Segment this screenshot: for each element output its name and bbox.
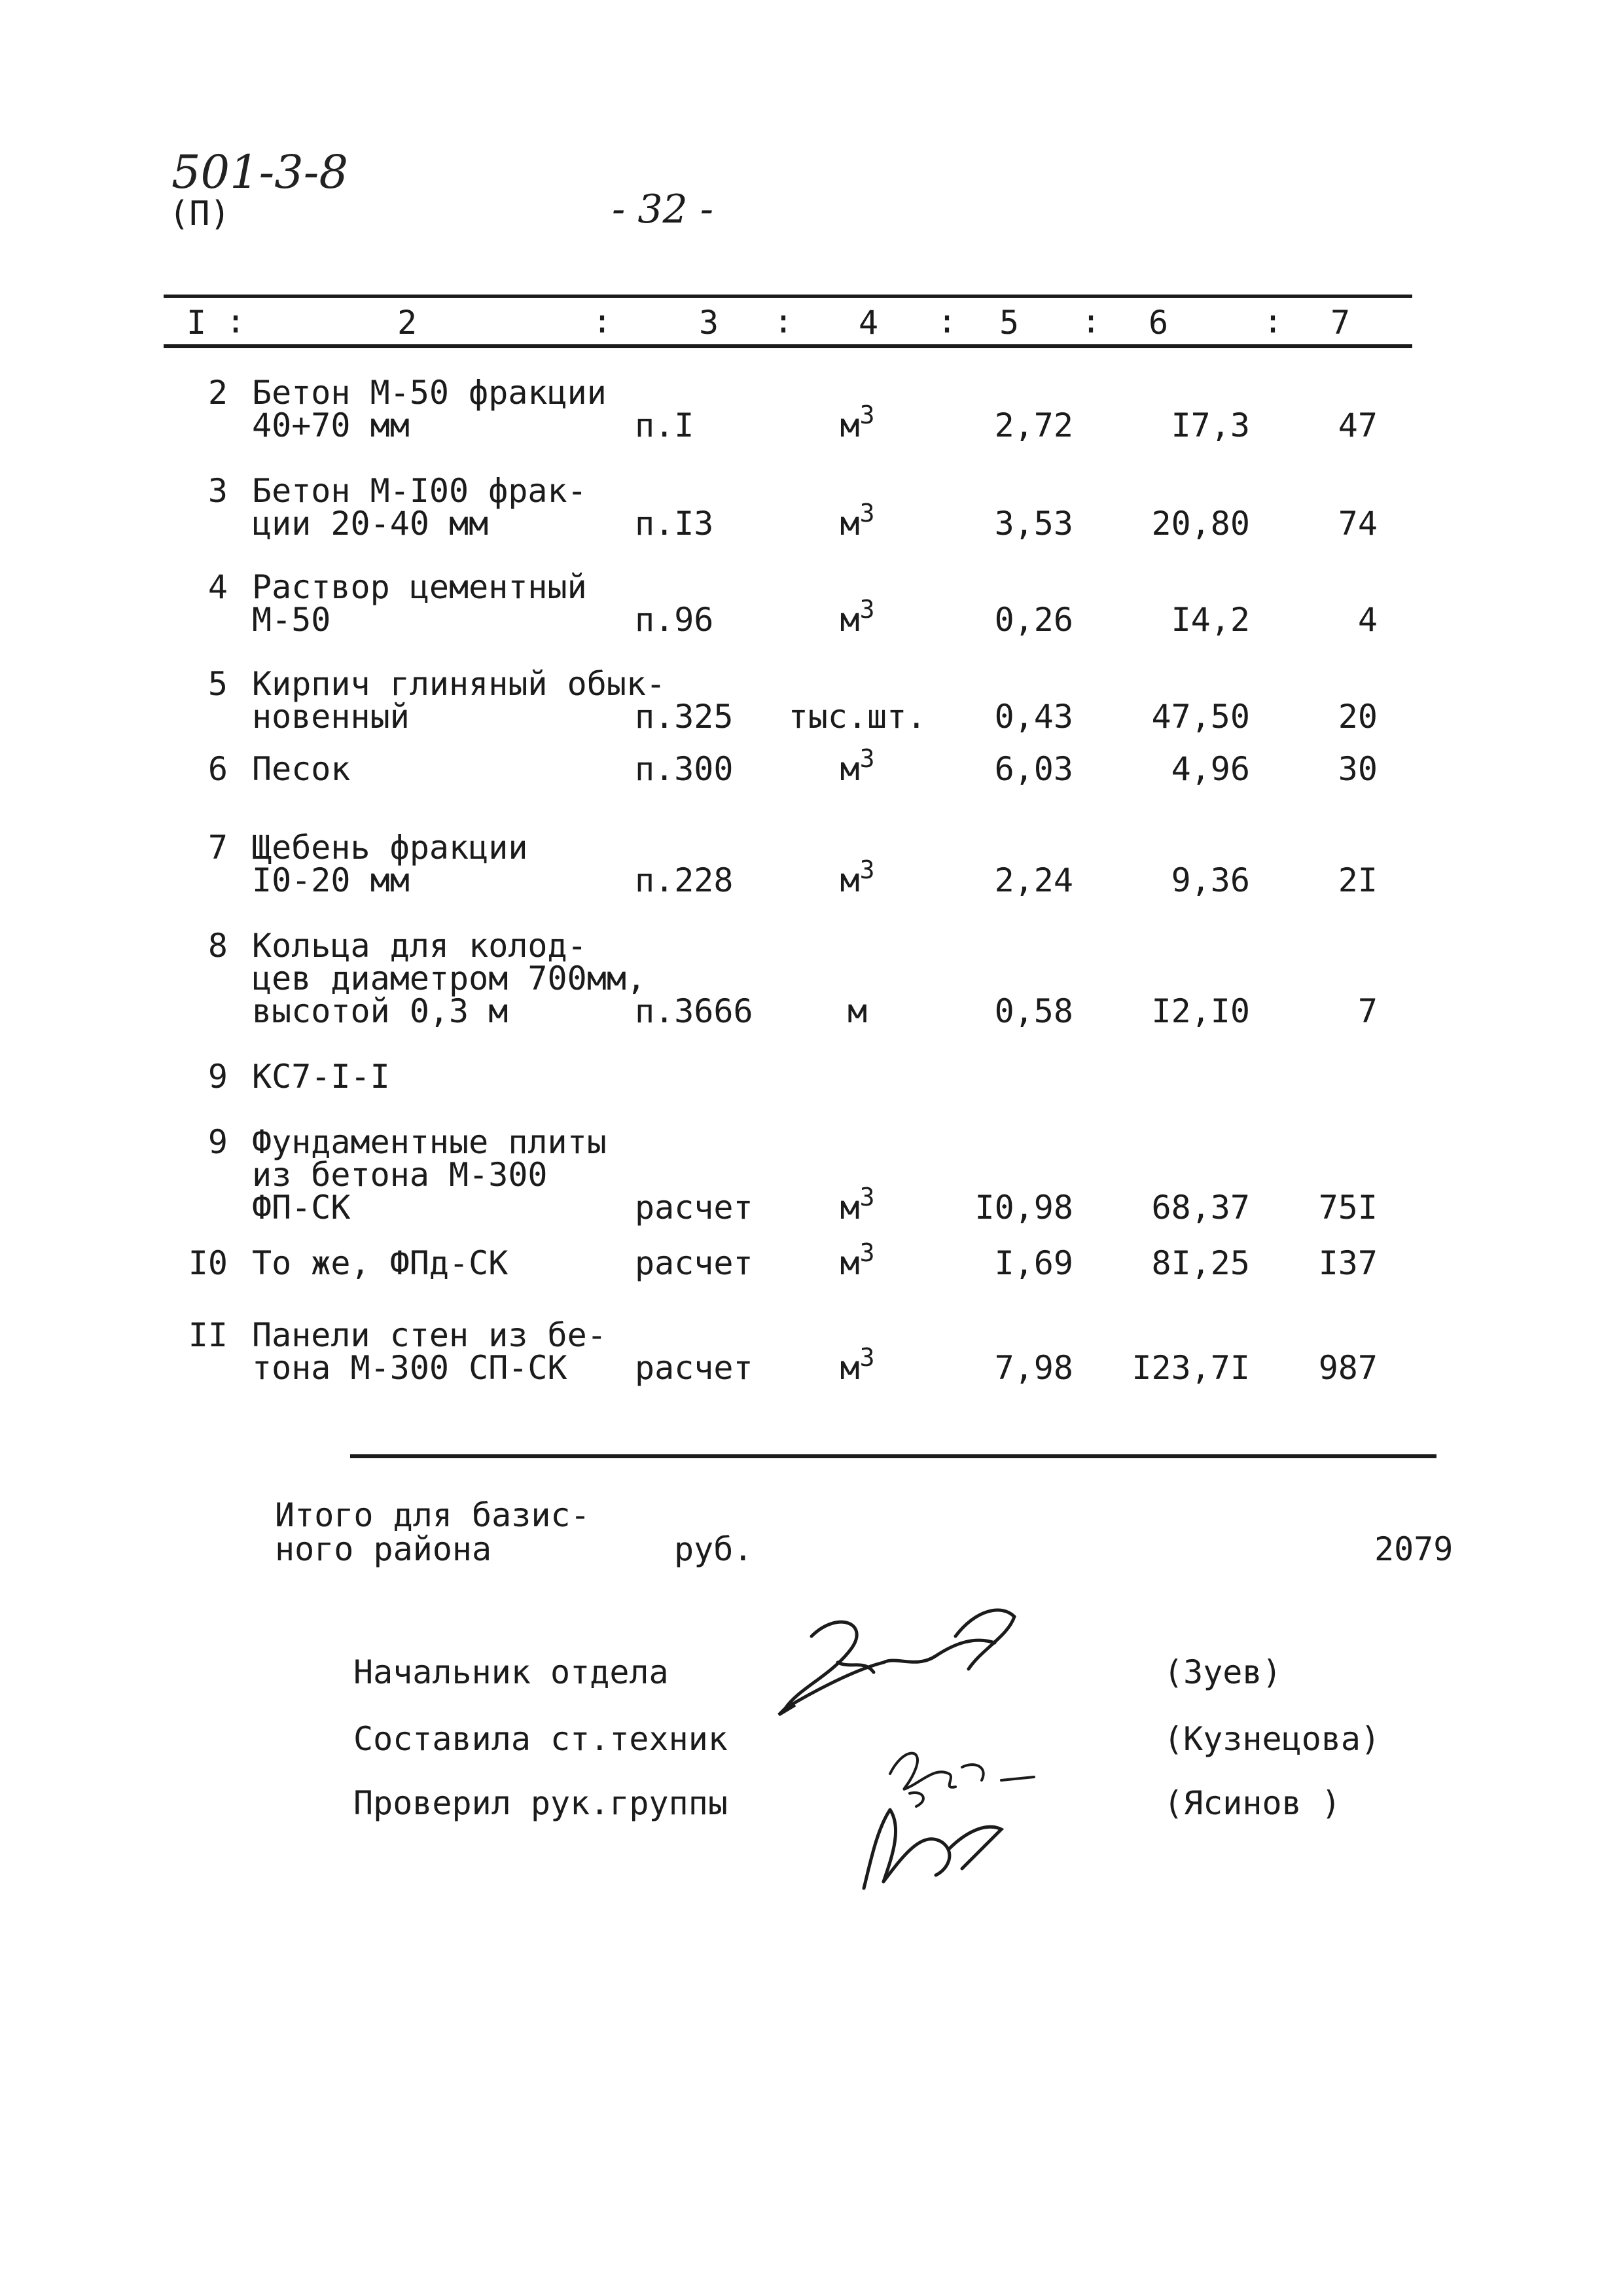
- cell-price: 68,37: [1151, 1189, 1250, 1227]
- cell-num: 6: [207, 750, 228, 788]
- cell-price: I7,3: [1171, 406, 1250, 444]
- cell-num: II: [188, 1316, 228, 1354]
- cell-price: 8I,25: [1151, 1244, 1250, 1282]
- unit-superscript: 3: [859, 855, 875, 884]
- column-header-1: I: [186, 304, 207, 342]
- cell-total: 74: [1338, 505, 1378, 543]
- summary-unit: руб.: [674, 1530, 753, 1568]
- cell-unit: [785, 595, 929, 639]
- cell-qty: 0,26: [994, 601, 1073, 639]
- column-separator: :: [226, 302, 246, 340]
- unit-text: м: [840, 1189, 860, 1227]
- cell-name-line: I0-20 мм: [252, 861, 410, 899]
- cell-name-line: ФП-СК: [252, 1189, 351, 1227]
- cell-unit: [785, 992, 929, 1030]
- cell-name-line: из бетона М-300: [252, 1156, 548, 1194]
- unit-superscript: 3: [859, 499, 875, 528]
- cell-qty: I0,98: [974, 1189, 1073, 1227]
- cell-name-line: Панели стен из бе-: [252, 1316, 607, 1354]
- column-header-4: 4: [858, 304, 879, 342]
- cell-num: 7: [207, 829, 228, 867]
- cell-name-line: высотой 0,3 м: [252, 992, 508, 1030]
- column-separator: :: [1263, 302, 1283, 340]
- cell-name-line: Бетон М-I00 фрак-: [252, 472, 587, 510]
- unit-text: м: [847, 992, 868, 1030]
- summary-total: 2079: [1374, 1530, 1454, 1568]
- cell-name-line: цев диаметром 700мм,: [252, 960, 647, 997]
- cell-total: 4: [1357, 601, 1378, 639]
- cell-qty: 0,43: [994, 698, 1073, 736]
- cell-ref: п.228: [635, 861, 734, 899]
- cell-ref: п.325: [635, 698, 734, 736]
- cell-ref: расчет: [635, 1244, 753, 1282]
- table-top-rule: [164, 295, 1412, 298]
- cell-name-line: Щебень фракции: [252, 829, 528, 867]
- cell-unit: [785, 855, 929, 899]
- unit-superscript: 3: [859, 744, 875, 773]
- cell-total: 75I: [1318, 1189, 1378, 1227]
- cell-num: I0: [188, 1244, 228, 1282]
- cell-name-line: Раствор цементный: [252, 568, 587, 606]
- signature-role-3: Проверил рук.группы: [353, 1784, 728, 1822]
- cell-total: 2I: [1338, 861, 1378, 899]
- cell-ref: п.300: [635, 750, 734, 788]
- signature-scribble-1: [759, 1597, 1054, 1728]
- cell-total: 30: [1338, 750, 1378, 788]
- cell-unit: [785, 401, 929, 444]
- cell-unit: [785, 1343, 929, 1387]
- column-header-7: 7: [1330, 304, 1351, 342]
- cell-unit: [785, 1183, 929, 1227]
- document-code: 501-3-8: [171, 145, 348, 199]
- cell-name-line: Кольца для колод-: [252, 927, 587, 965]
- cell-name-line: То же, ФПд-СК: [252, 1244, 508, 1282]
- cell-name-line: Бетон М-50 фракции: [252, 374, 607, 412]
- column-separator: :: [1081, 302, 1101, 340]
- unit-text: м: [840, 1349, 860, 1387]
- cell-price: 20,80: [1151, 505, 1250, 543]
- column-separator: :: [592, 302, 613, 340]
- cell-total: 987: [1318, 1349, 1378, 1387]
- cell-price: 4,96: [1171, 750, 1250, 788]
- cell-ref: п.I3: [635, 505, 714, 543]
- cell-total: I37: [1318, 1244, 1378, 1282]
- cell-num: 4: [207, 568, 228, 606]
- signature-role-1: Начальник отдела: [353, 1653, 669, 1691]
- cell-name-line: КС7-I-I: [252, 1058, 390, 1096]
- table-header-rule: [164, 344, 1412, 348]
- column-header-3: 3: [698, 304, 719, 342]
- cell-name-line: тона М-300 СП-СК: [252, 1349, 567, 1387]
- signature-name-2: (Кузнецова): [1164, 1720, 1381, 1758]
- signature-name-1: (Зуев): [1164, 1653, 1282, 1691]
- cell-price: I2,I0: [1151, 992, 1250, 1030]
- unit-superscript: 3: [859, 1238, 875, 1267]
- cell-ref: п.3666: [635, 992, 753, 1030]
- cell-total: 20: [1338, 698, 1378, 736]
- cell-ref: п.I: [635, 406, 694, 444]
- column-header-2: 2: [397, 304, 418, 342]
- cell-price: I23,7I: [1132, 1349, 1250, 1387]
- cell-total: 47: [1338, 406, 1378, 444]
- unit-superscript: 3: [859, 1183, 875, 1211]
- unit-text: м: [840, 1244, 860, 1282]
- cell-num: 9: [207, 1123, 228, 1161]
- cell-num: 9: [207, 1058, 228, 1096]
- section-label: (П): [169, 194, 230, 234]
- cell-name-line: Кирпич глиняный обык-: [252, 665, 666, 703]
- cell-total: 7: [1357, 992, 1378, 1030]
- cell-unit: [785, 499, 929, 543]
- page-number: - 32 -: [612, 187, 714, 232]
- signature-name-3: (Ясинов ): [1164, 1784, 1341, 1822]
- cell-qty: I,69: [994, 1244, 1073, 1282]
- cell-qty: 6,03: [994, 750, 1073, 788]
- unit-superscript: 3: [859, 1343, 875, 1372]
- table-bottom-rule: [350, 1454, 1436, 1458]
- cell-name-line: Песок: [252, 750, 351, 788]
- cell-qty: 0,58: [994, 992, 1073, 1030]
- cell-ref: расчет: [635, 1189, 753, 1227]
- cell-num: 8: [207, 927, 228, 965]
- cell-unit: [785, 1238, 929, 1282]
- unit-text: м: [840, 505, 860, 543]
- unit-text: м: [840, 861, 860, 899]
- signature-scribble-3: [851, 1790, 1021, 1901]
- cell-price: 47,50: [1151, 698, 1250, 736]
- cell-price: 9,36: [1171, 861, 1250, 899]
- cell-num: 5: [207, 665, 228, 703]
- column-header-6: 6: [1148, 304, 1169, 342]
- cell-unit: [785, 698, 929, 736]
- unit-superscript: 3: [859, 595, 875, 624]
- column-separator: :: [937, 302, 957, 340]
- cell-qty: 2,72: [994, 406, 1073, 444]
- cell-qty: 7,98: [994, 1349, 1073, 1387]
- column-header-5: 5: [999, 304, 1020, 342]
- unit-text: м: [840, 406, 860, 444]
- cell-name-line: М-50: [252, 601, 331, 639]
- cell-num: 3: [207, 472, 228, 510]
- summary-label-line-2: ного района: [275, 1530, 492, 1568]
- cell-name-line: новенный: [252, 698, 410, 736]
- cell-ref: расчет: [635, 1349, 753, 1387]
- cell-unit: [785, 744, 929, 788]
- column-separator: :: [774, 302, 794, 340]
- cell-ref: п.96: [635, 601, 714, 639]
- unit-text: тыс.шт.: [788, 698, 927, 736]
- unit-text: м: [840, 601, 860, 639]
- cell-name-line: Фундаментные плиты: [252, 1123, 607, 1161]
- cell-price: I4,2: [1171, 601, 1250, 639]
- cell-qty: 2,24: [994, 861, 1073, 899]
- unit-superscript: 3: [859, 401, 875, 429]
- cell-name-line: 40+70 мм: [252, 406, 410, 444]
- unit-text: м: [840, 750, 860, 788]
- signature-role-2: Составила ст.техник: [353, 1720, 728, 1758]
- cell-qty: 3,53: [994, 505, 1073, 543]
- cell-name-line: ции 20-40 мм: [252, 505, 489, 543]
- cell-num: 2: [207, 374, 228, 412]
- summary-label-line-1: Итого для базис-: [275, 1496, 590, 1534]
